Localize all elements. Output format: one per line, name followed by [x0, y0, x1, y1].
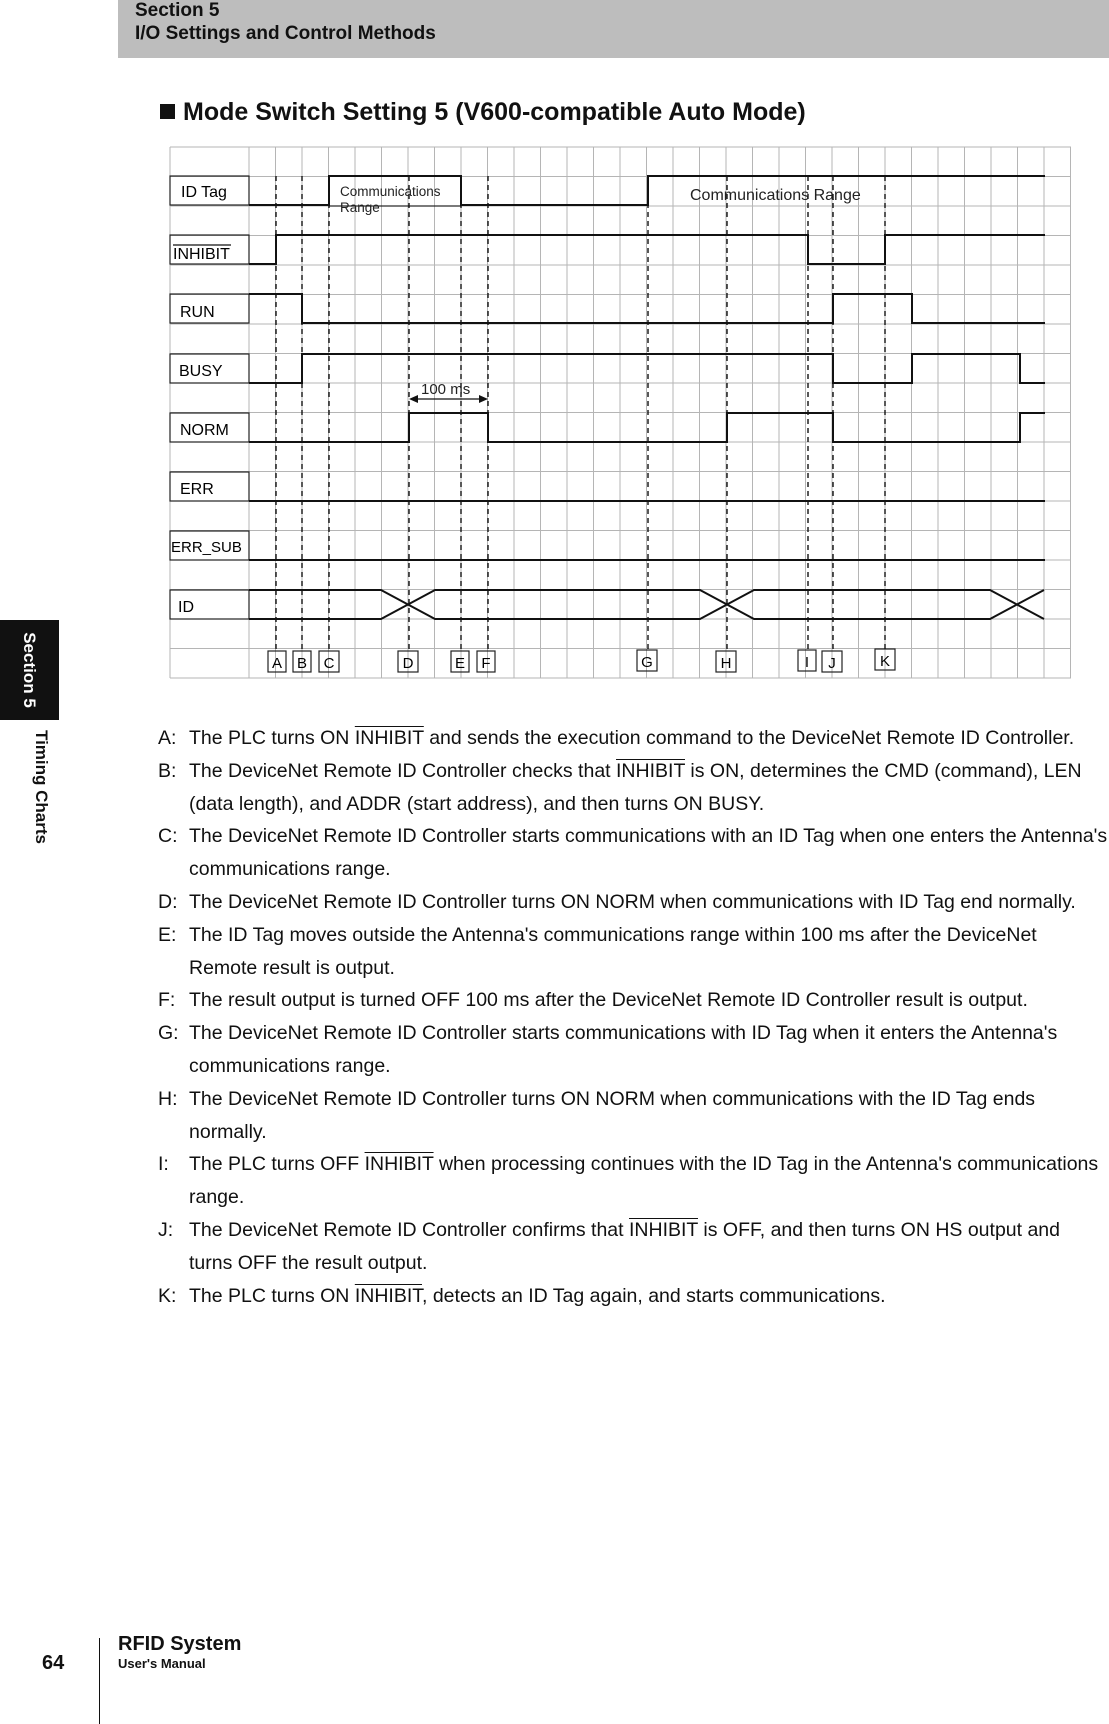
description-key: J:: [158, 1218, 174, 1241]
marker-d: D: [402, 655, 414, 672]
signal-label-busy: BUSY: [179, 363, 223, 380]
description-item: [158, 1214, 1108, 1280]
description-key: G:: [158, 1022, 179, 1045]
description-text-post: when processing continues with the ID Tag in the Antenna's communications range.: [189, 1153, 1099, 1209]
description-text-over: INHIBIT: [616, 759, 685, 782]
side-tab-section: Section 5: [20, 632, 39, 708]
marker-i: I: [804, 654, 810, 671]
range-label-1-line2: Range: [340, 200, 380, 215]
marker-j: J: [828, 655, 836, 672]
range-label-1-line1: Communications: [340, 184, 441, 199]
description-text-post: and sends the execution command to the DeviceNet Remote ID Controller.: [423, 727, 1075, 749]
description-item: [158, 722, 1108, 755]
timing-chart: [0, 0, 1109, 700]
description-text-post: is OFF, and then turns ON HS output and turns OFF the result output.: [189, 1218, 1061, 1274]
description-text-pre: The DeviceNet Remote ID Controller checks that: [189, 759, 617, 782]
marker-b: B: [296, 655, 308, 672]
description-key: A:: [158, 727, 177, 749]
description-item: [158, 919, 1108, 985]
description-text-pre: The DeviceNet Remote ID Controller turns ON NORM when communications with ID Tag end normally.: [189, 890, 1076, 913]
footer-divider: [99, 1638, 100, 1724]
signal-label-id: ID: [178, 599, 194, 616]
description-text-pre: The result output is turned OFF 100 ms after the DeviceNet Remote ID Controller result is output.: [189, 989, 1028, 1012]
footer-subtitle: User's Manual: [118, 1656, 206, 1671]
description-text-pre: The DeviceNet Remote ID Controller turns ON NORM when communications with the ID Tag ends normally.: [189, 1087, 1036, 1143]
interval-arrow-left-icon: [409, 395, 418, 403]
description-text-over: INHIBIT: [364, 1153, 434, 1176]
description-text-pre: The DeviceNet Remote ID Controller starts communications with an ID Tag when one enters the Antenna's communications range.: [189, 825, 1108, 881]
description-text-post: , detects an ID Tag again, and starts communications.: [422, 1284, 886, 1307]
description-key: E:: [158, 923, 177, 946]
signal-label-run: RUN: [180, 304, 215, 321]
header-section: Section 5: [135, 0, 220, 21]
description-item: [158, 886, 1108, 919]
footer-title: RFID System: [118, 1633, 242, 1655]
description-key: I:: [158, 1153, 169, 1176]
description-text-pre: The PLC turns ON: [189, 727, 355, 749]
marker-c: C: [323, 655, 335, 672]
header-title: I/O Settings and Control Methods: [135, 23, 436, 44]
side-tab-label: Timing Charts: [32, 730, 51, 844]
description-key: D:: [158, 890, 178, 913]
description-key: H:: [158, 1087, 178, 1110]
description-text-pre: The PLC turns OFF: [189, 1153, 365, 1176]
range-label-2: Communications Range: [690, 187, 861, 204]
description-item: [158, 1148, 1108, 1214]
description-text-over: INHIBIT: [354, 727, 424, 749]
marker-f: F: [481, 655, 491, 672]
description-key: B:: [158, 759, 177, 782]
description-key: K:: [158, 1284, 177, 1307]
description-key: F:: [158, 989, 176, 1012]
description-text-post: is ON, determines the CMD (command), LEN (data length), and ADDR (start address), and then turns ON BUSY.: [189, 759, 1082, 815]
marker-a: A: [271, 655, 283, 672]
marker-e: E: [454, 655, 466, 672]
description-item: [158, 984, 1108, 1017]
description-text-pre: The PLC turns ON: [189, 1284, 355, 1307]
description-text-over: INHIBIT: [629, 1218, 698, 1241]
description-item: [158, 1280, 1108, 1313]
interval-arrow-right-icon: [479, 395, 488, 403]
signal-label-norm: NORM: [180, 422, 229, 439]
marker-h: H: [720, 655, 732, 672]
signal-label-err: ERR: [180, 481, 214, 498]
description-item: [158, 1017, 1108, 1083]
signal-label-id-tag: ID Tag: [181, 184, 227, 201]
signal-label-inhibit: INHIBIT: [173, 246, 230, 263]
event-descriptions: [158, 722, 1108, 1312]
description-key: C:: [158, 825, 178, 848]
marker-k: K: [879, 653, 891, 670]
description-item: [158, 1083, 1108, 1149]
interval-label: 100 ms: [421, 381, 471, 398]
signal-label-boxes: [170, 176, 895, 672]
marker-g: G: [641, 654, 653, 671]
page-number: 64: [42, 1652, 65, 1674]
section-heading-text: Mode Switch Setting 5 (V600-compatible Auto Mode): [183, 98, 806, 126]
signal-label-err-sub: ERR_SUB: [171, 539, 242, 556]
description-item: [158, 755, 1108, 821]
description-text-pre: The ID Tag moves outside the Antenna's communications range within 100 ms after the DeviceNet Remote result is output.: [189, 923, 1037, 979]
chart-grid: [170, 147, 1071, 678]
description-item: [158, 820, 1108, 886]
description-text-pre: The DeviceNet Remote ID Controller confirms that: [189, 1218, 629, 1241]
description-text-pre: The DeviceNet Remote ID Controller starts communications with ID Tag when it enters the Antenna's communications range.: [189, 1022, 1058, 1077]
description-text-over: INHIBIT: [354, 1284, 422, 1307]
